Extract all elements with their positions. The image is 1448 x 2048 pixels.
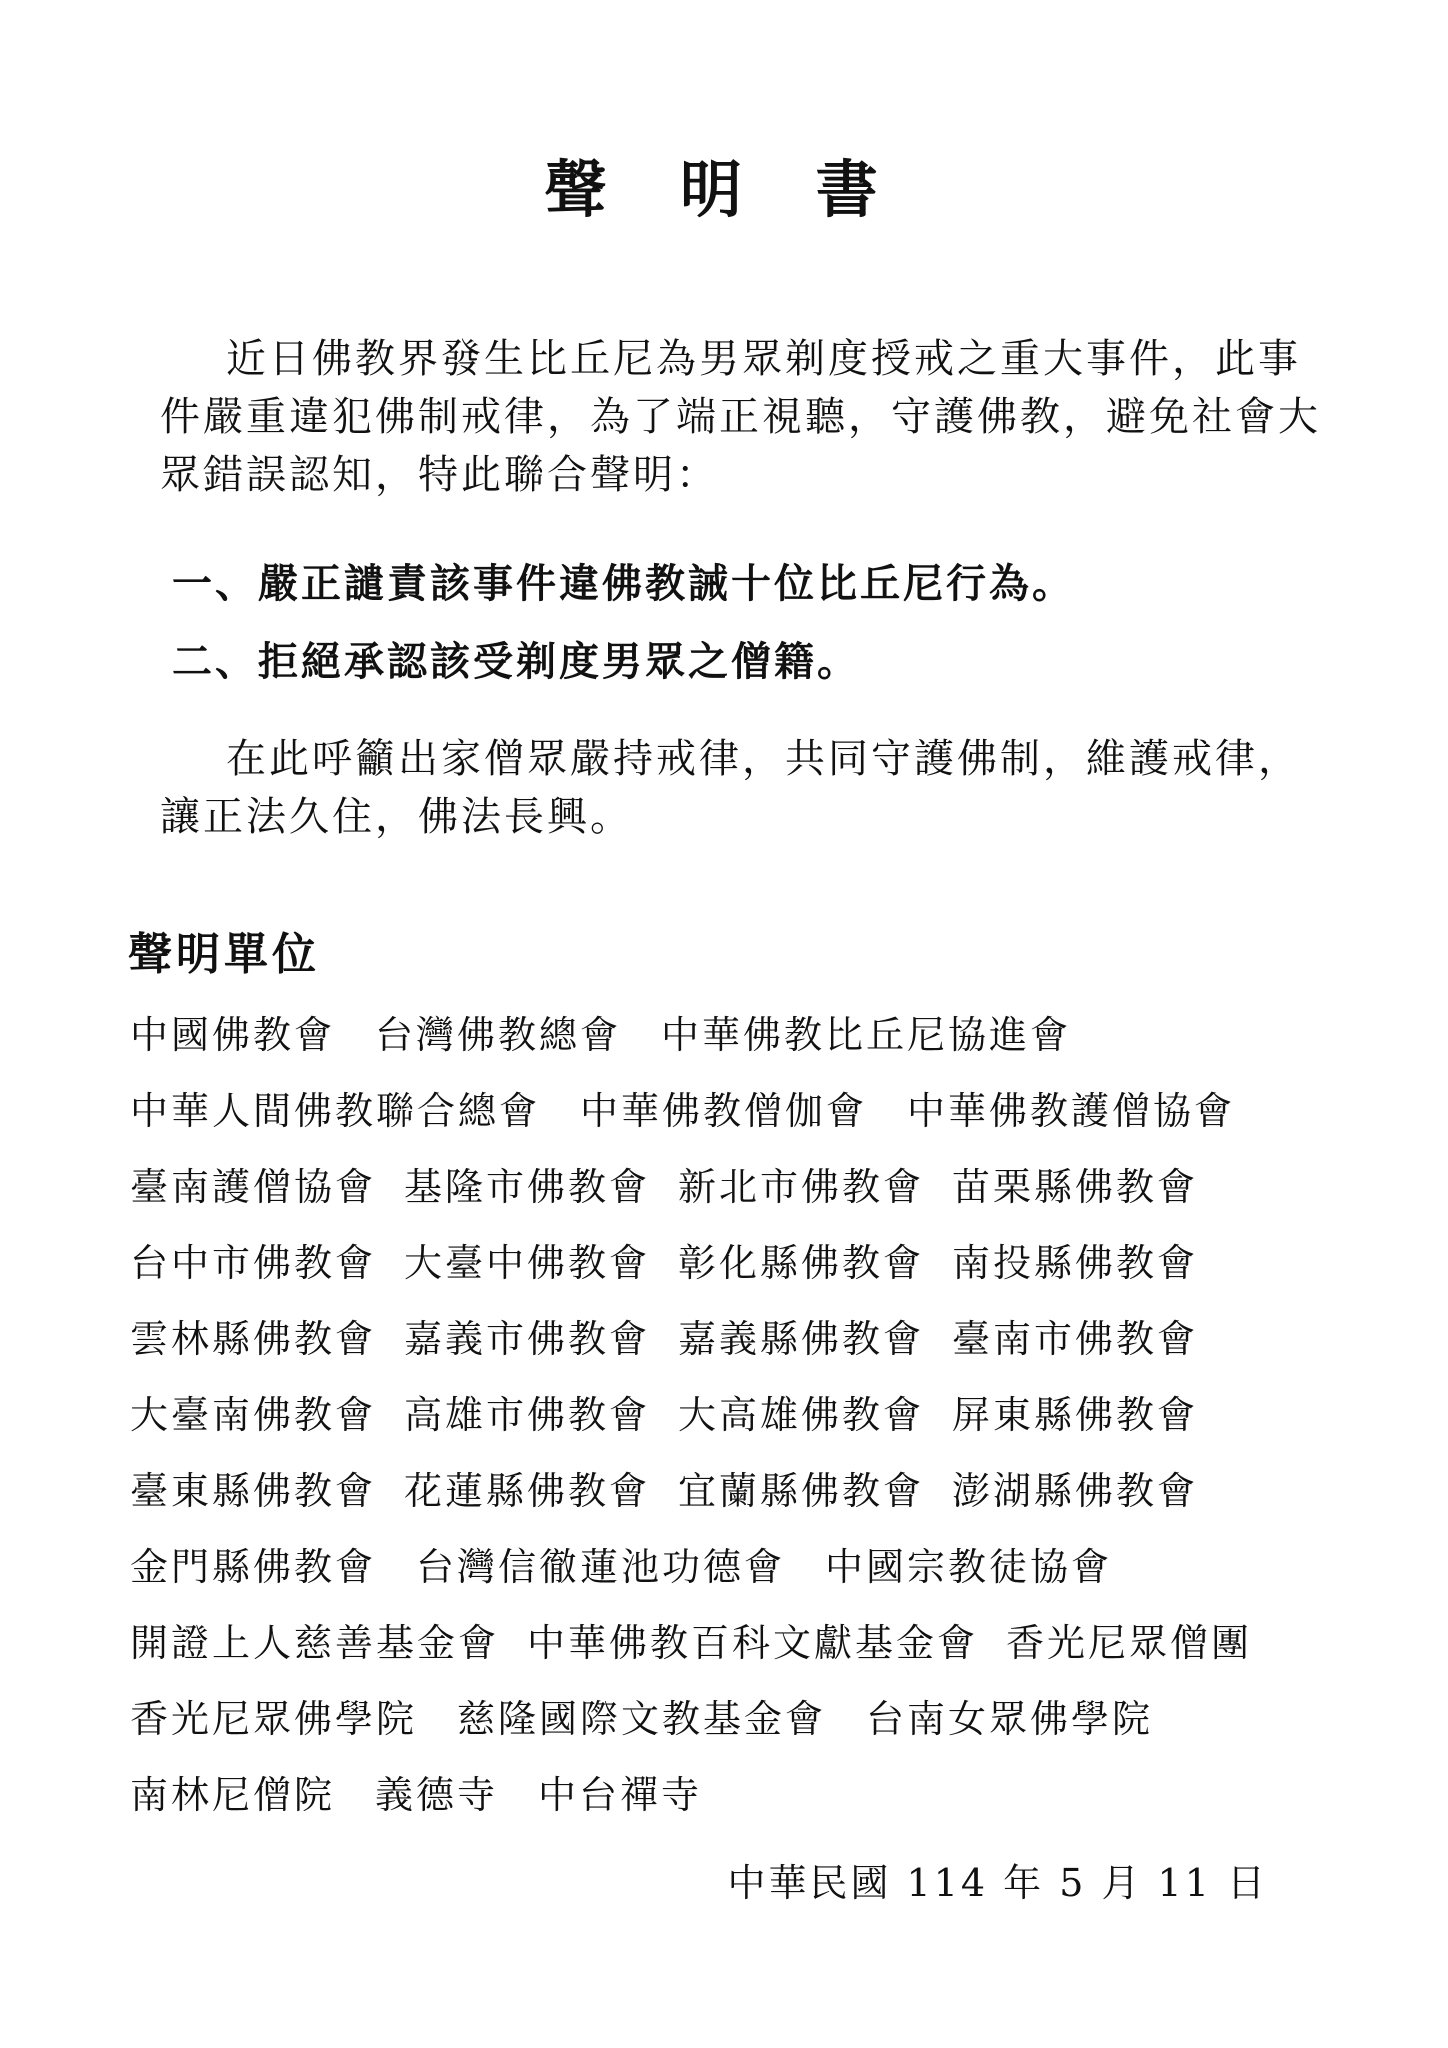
organization-name: 中國宗教徒協會 [825,1545,1113,1589]
organization-name: 高雄市佛教會 [404,1393,651,1437]
units-row [130,1086,1330,1162]
units-row [130,1770,1330,1846]
organization-name: 屏東縣佛教會 [952,1393,1199,1437]
organization-name: 花蓮縣佛教會 [404,1469,651,1513]
organization-name: 臺南護僧協會 [130,1165,377,1209]
closing-paragraph [160,730,1320,846]
intro-paragraph [160,330,1320,504]
organization-name: 中國佛教會 [130,1013,336,1057]
units-row [130,1694,1330,1770]
closing-line: 讓正法久住，佛法長興。 [160,794,633,840]
document-date: 中華民國 114 年 5 月 11 日 [727,1861,1268,1905]
intro-line: 件嚴重違犯佛制戒律，為了端正視聽，守護佛教，避免社會大 [160,394,1321,440]
organization-name: 台灣佛教總會 [375,1013,622,1057]
intro-line: 眾錯誤認知，特此聯合聲明： [160,452,719,498]
units-list [130,1010,1330,1846]
organization-name: 台中市佛教會 [130,1241,377,1285]
organization-name: 大臺南佛教會 [130,1393,377,1437]
organization-name: 金門縣佛教會 [130,1545,377,1589]
organization-name: 中華人間佛教聯合總會 [130,1089,541,1133]
units-row [130,1390,1330,1466]
organization-name: 南林尼僧院 [130,1773,336,1817]
statement-point-1: 一、嚴正譴責該事件違佛教誡十位比丘尼行為。 [172,560,1075,607]
organization-name: 南投縣佛教會 [952,1241,1199,1285]
organization-name: 中華佛教比丘尼協進會 [661,1013,1072,1057]
units-row [130,1618,1330,1694]
units-row [130,1162,1330,1238]
organization-name: 香光尼眾佛學院 [130,1697,418,1741]
organization-name: 雲林縣佛教會 [130,1317,377,1361]
organization-name: 開證上人慈善基金會 [130,1621,500,1665]
organization-name: 嘉義縣佛教會 [678,1317,925,1361]
organization-name: 大臺中佛教會 [404,1241,651,1285]
organization-name: 台灣信徹蓮池功德會 [416,1545,786,1589]
organization-name: 基隆市佛教會 [404,1165,651,1209]
organization-name: 臺東縣佛教會 [130,1469,377,1513]
units-row [130,1010,1330,1086]
units-row [130,1466,1330,1542]
organization-name: 新北市佛教會 [678,1165,925,1209]
organization-name: 台南女眾佛學院 [866,1697,1154,1741]
organization-name: 香光尼眾僧團 [1006,1621,1253,1665]
statement-point-2: 二、拒絕承認該受剃度男眾之僧籍。 [172,638,860,685]
organization-name: 臺南市佛教會 [952,1317,1199,1361]
organization-name: 彰化縣佛教會 [678,1241,925,1285]
organization-name: 大高雄佛教會 [678,1393,925,1437]
organization-name: 宜蘭縣佛教會 [678,1469,925,1513]
document-title: 聲 明 書 [544,153,904,226]
organization-name: 苗栗縣佛教會 [952,1165,1199,1209]
organization-name: 中華佛教護僧協會 [907,1089,1236,1133]
organization-name: 澎湖縣佛教會 [952,1469,1199,1513]
units-row [130,1238,1330,1314]
closing-line: 在此呼籲出家僧眾嚴持戒律，共同守護佛制，維護戒律， [226,736,1301,782]
organization-name: 慈隆國際文教基金會 [457,1697,827,1741]
organization-name: 嘉義市佛教會 [404,1317,651,1361]
organization-name: 義德寺 [375,1773,499,1817]
units-row [130,1542,1330,1618]
units-row [130,1314,1330,1390]
organization-name: 中台禪寺 [538,1773,703,1817]
organization-name: 中華佛教百科文獻基金會 [527,1621,979,1665]
organization-name: 中華佛教僧伽會 [580,1089,868,1133]
intro-line: 近日佛教界發生比丘尼為男眾剃度授戒之重大事件，此事 [226,336,1301,382]
units-heading: 聲明單位 [128,929,320,980]
